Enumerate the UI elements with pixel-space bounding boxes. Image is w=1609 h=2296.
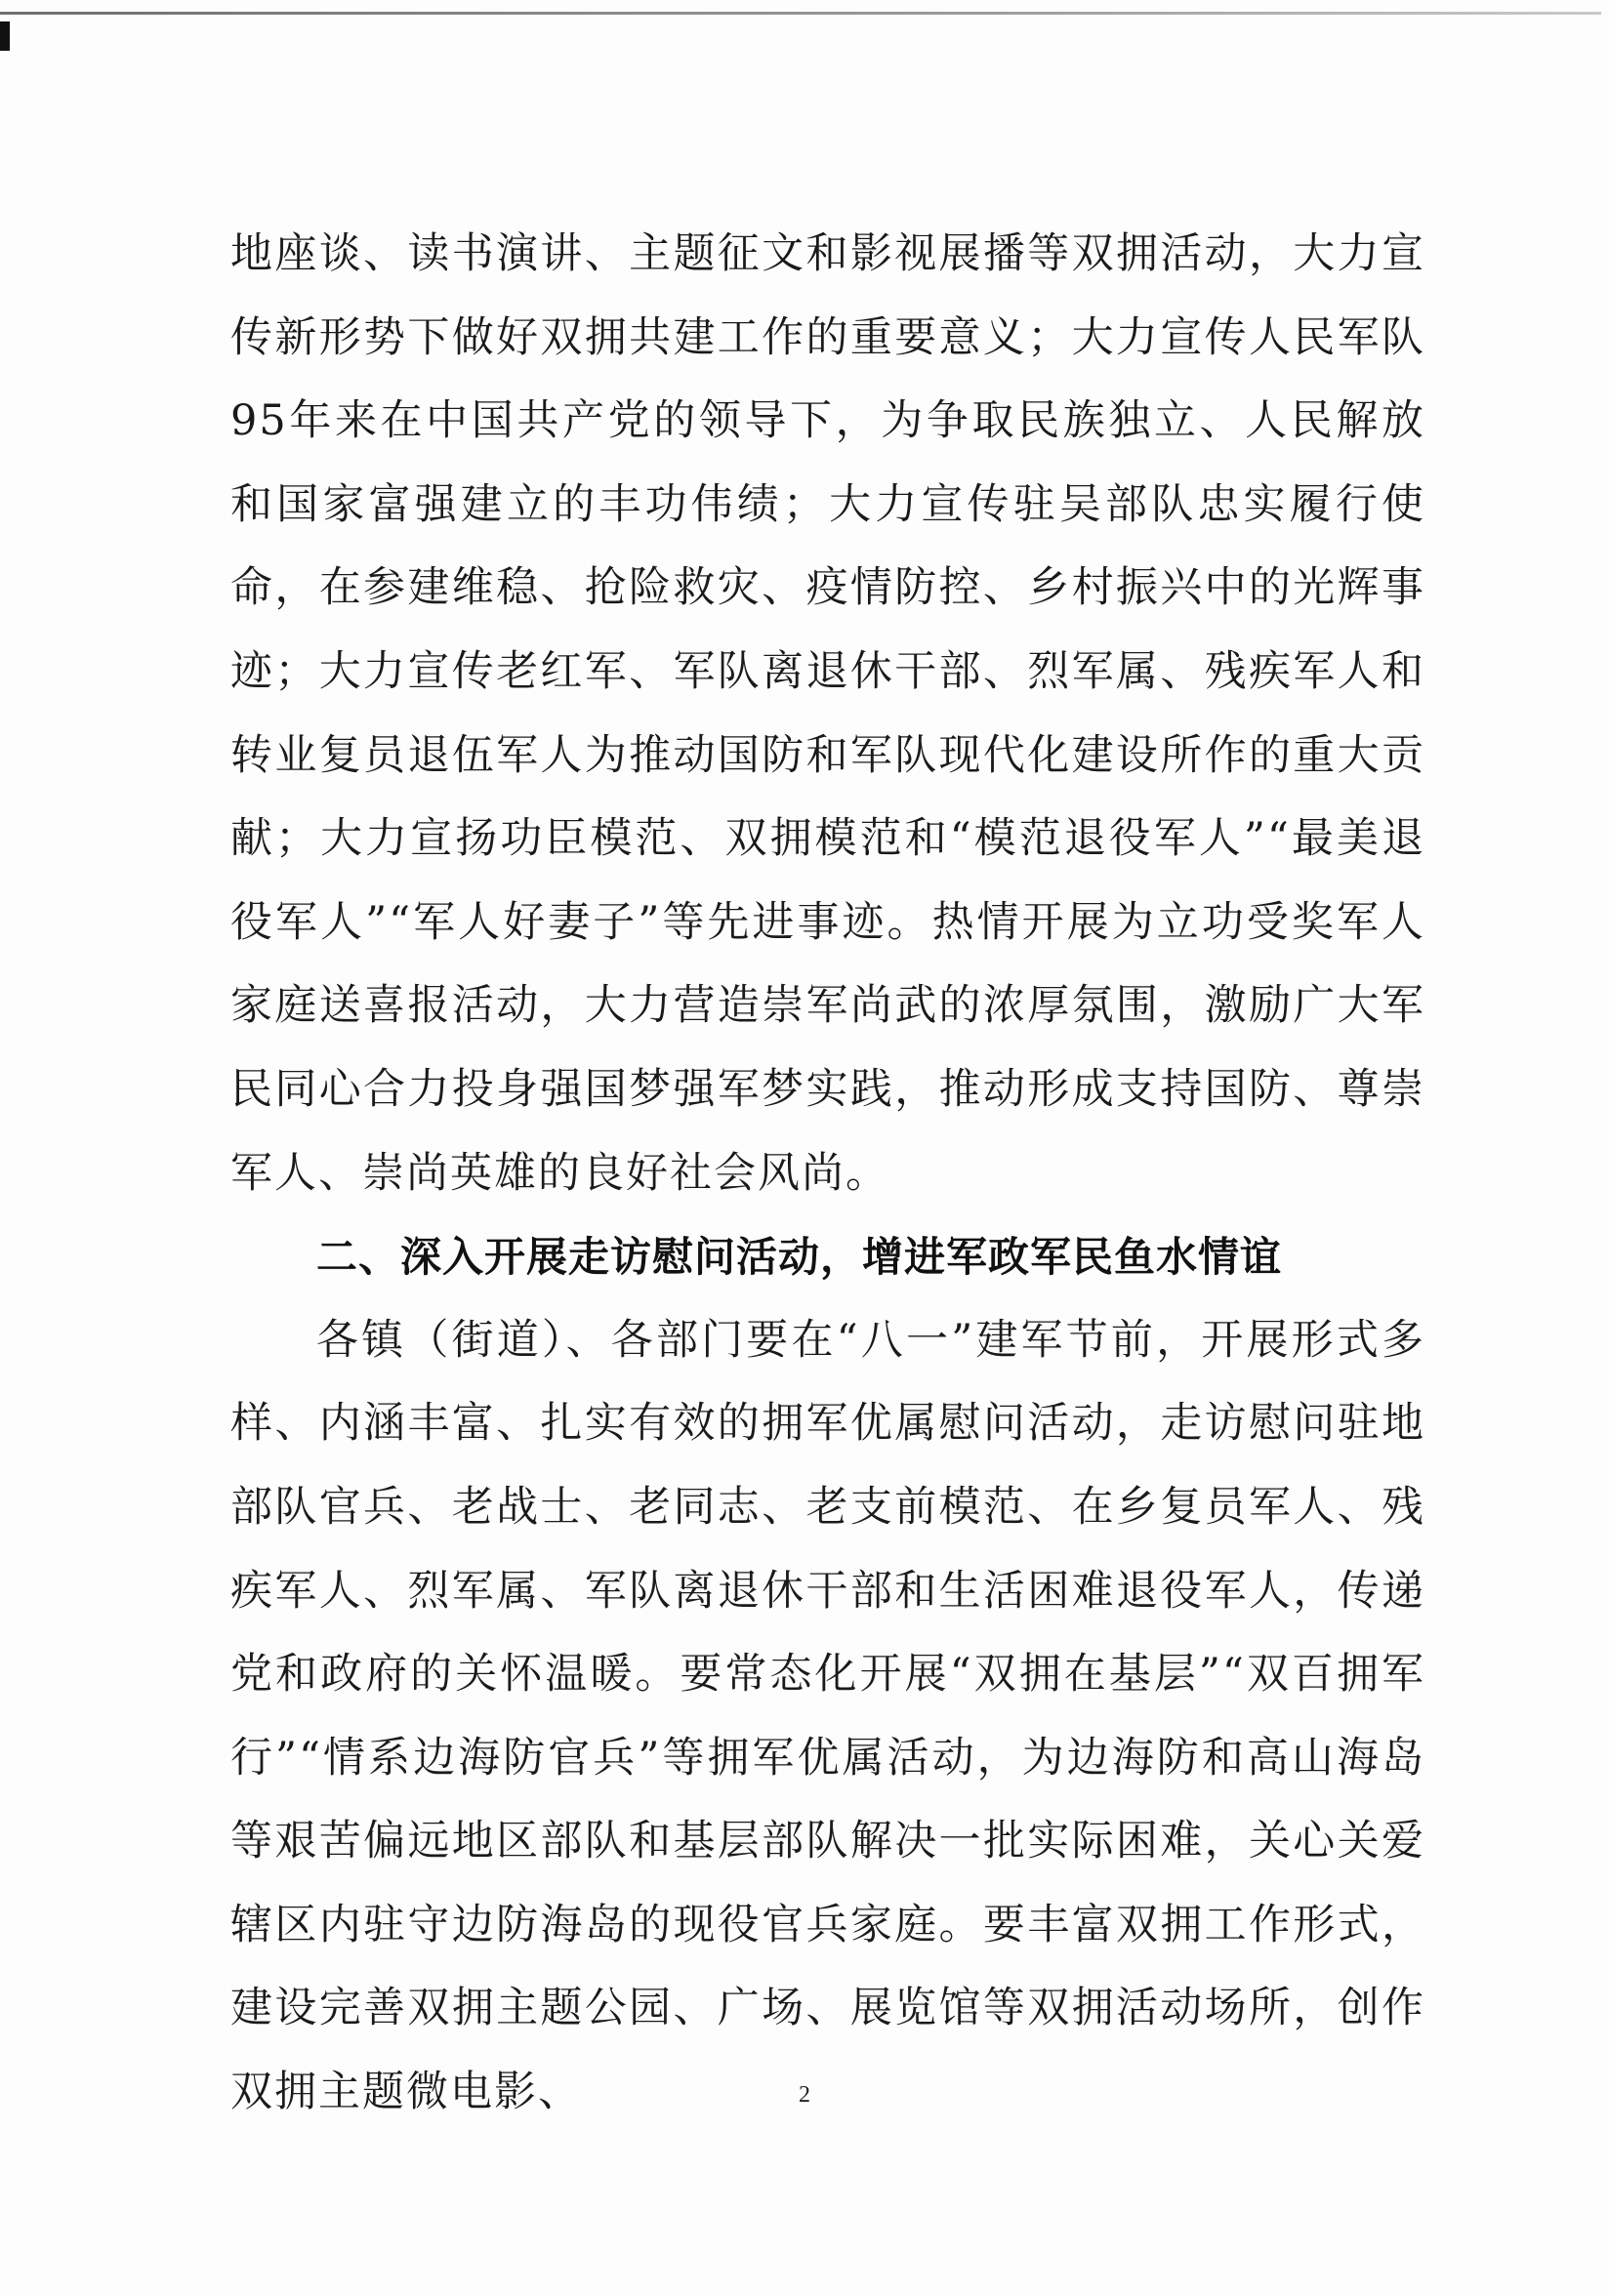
paragraph-continued: 地座谈、读书演讲、主题征文和影视展播等双拥活动，大力宣传新形势下做好双拥共建工作的重要意义；大力宣传人民军队95年来在中国共产党的领导下，为争取民族独立、人民解放和国家富强建立的丰功伟绩；大力宣传驻吴部队忠实履行使命，在参建维稳、抢险救灾、疫情防控、乡村振兴中的光辉事迹；大力宣传老红军、军队离退休干部、烈军属、残疾军人和转业复员退伍军人为推动国防和军队现代化建设所作的重大贡献；大力宣扬功臣模范、双拥模范和“模范退役军人”“最美退役军人”“军人好妻子”等先进事迹。热情开展为立功受奖军人家庭送喜报活动，大力营造崇军尚武的浓厚氛围，激励广大军民同心合力投身强国梦强军梦实践，推动形成支持国防、尊崇军人、崇尚英雄的良好社会风尚。 [230, 229, 1425, 1198]
document-body [230, 213, 1425, 2135]
page-number: 2 [799, 2082, 810, 2108]
scan-edge-mark [0, 21, 10, 51]
scan-edge-line [0, 12, 1601, 15]
section-heading: 二、深入开展走访慰问活动，增进军政军民鱼水情谊 [316, 1233, 1283, 1282]
paragraph-section-2: 各镇（街道）、各部门要在“八一”建军节前，开展形式多样、内涵丰富、扎实有效的拥军优属慰问活动，走访慰问驻地部队官兵、老战士、老同志、老支前模范、在乡复员军人、残疾军人、烈军属、军队离退休干部和生活困难退役军人，传递党和政府的关怀温暖。要常态化开展“双拥在基层”“双百拥军行”“情系边海防官兵”等拥军优属活动，为边海防和高山海岛等艰苦偏远地区部队和基层部队解决一批实际困难，关心关爱辖区内驻守边防海岛的现役官兵家庭。要丰富双拥工作形式，建设完善双拥主题公园、广场、展览馆等双拥活动场所，创作双拥主题微电影、 [230, 1315, 1425, 2117]
